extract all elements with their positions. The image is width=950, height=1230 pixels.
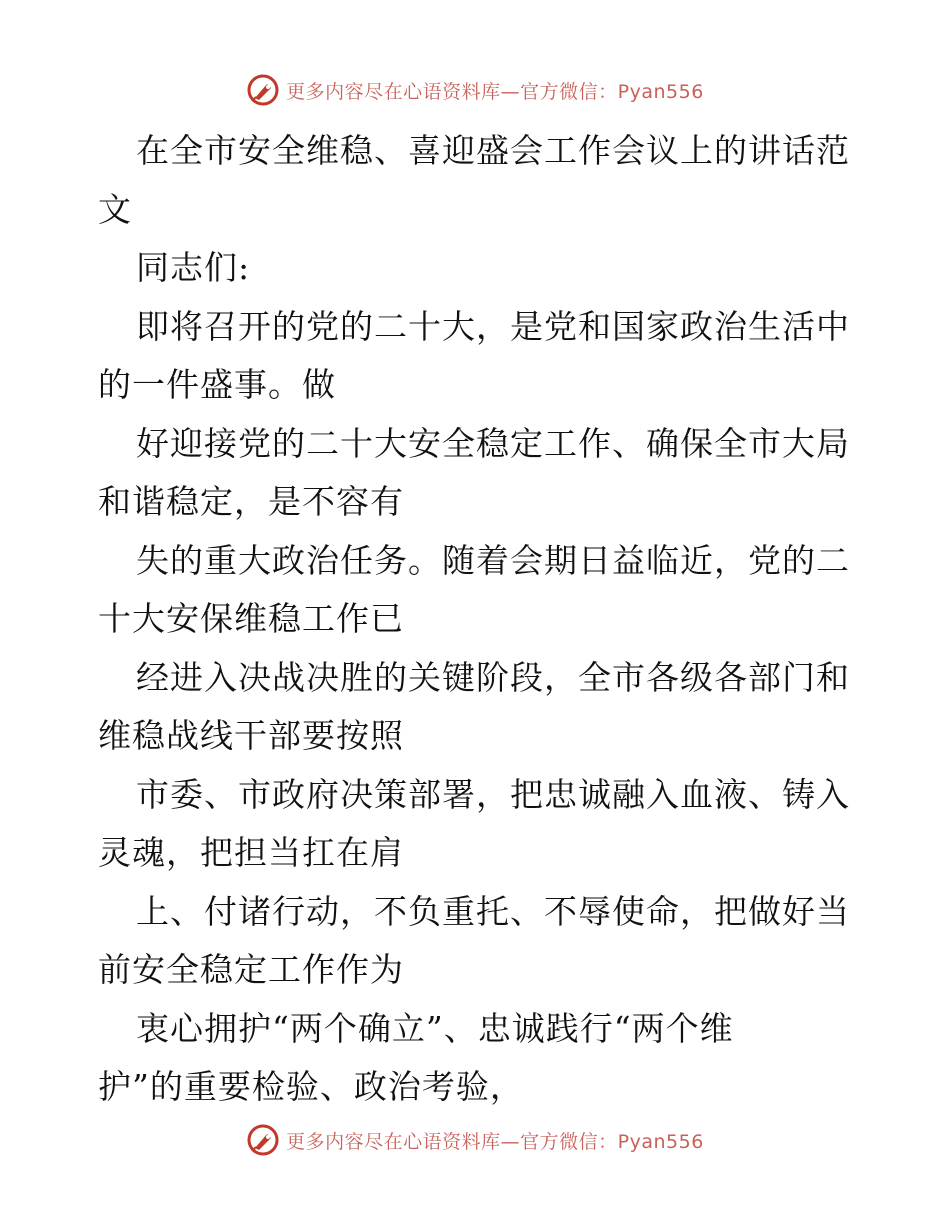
- paragraph-line: 市委、市政府决策部署，把忠诚融入血液、铸入: [136, 774, 850, 814]
- header-watermark-text: 更多内容尽在心语资料库—官方微信：Pyan556: [286, 80, 704, 103]
- paragraph-line: 灵魂，把担当扛在肩: [98, 833, 404, 872]
- paragraph-line: 的一件盛事。做: [98, 365, 336, 404]
- pen-nib-logo-icon: [246, 73, 280, 107]
- paragraph-line: 即将召开的党的二十大，是党和国家政治生活中: [136, 306, 850, 346]
- paragraph-line: 上、付诸行动，不负重托、不辱使命，把做好当: [136, 891, 850, 931]
- footer-watermark-text: 更多内容尽在心语资料库—官方微信：Pyan556: [286, 1130, 704, 1153]
- header-watermark-banner: [0, 72, 950, 108]
- paragraph-line: 衷心拥护“两个确立”、忠诚践行“两个维: [136, 1008, 734, 1048]
- paragraph-line: 失的重大政治任务。随着会期日益临近，党的二: [136, 540, 850, 580]
- pen-nib-logo-icon: [246, 1123, 280, 1157]
- footer-watermark-banner: [0, 1122, 950, 1158]
- document-title-line-2: 文: [98, 189, 132, 229]
- document-title-line-1: 在全市安全维稳、喜迎盛会工作会议上的讲话范: [136, 131, 850, 170]
- paragraph-line: 和谐稳定，是不容有: [98, 482, 404, 521]
- paragraph-line: 维稳战线干部要按照: [98, 716, 404, 755]
- salutation: 同志们:: [136, 248, 251, 287]
- paragraph-line: 好迎接党的二十大安全稳定工作、确保全市大局: [136, 423, 850, 463]
- document-body: [98, 122, 858, 1117]
- paragraph-line: 经进入决战决胜的关键阶段，全市各级各部门和: [136, 657, 850, 697]
- paragraph-line: 十大安保维稳工作已: [98, 599, 404, 638]
- paragraph-line: 护”的重要检验、政治考验，: [98, 1067, 524, 1106]
- paragraph-line: 前安全稳定工作作为: [98, 950, 404, 989]
